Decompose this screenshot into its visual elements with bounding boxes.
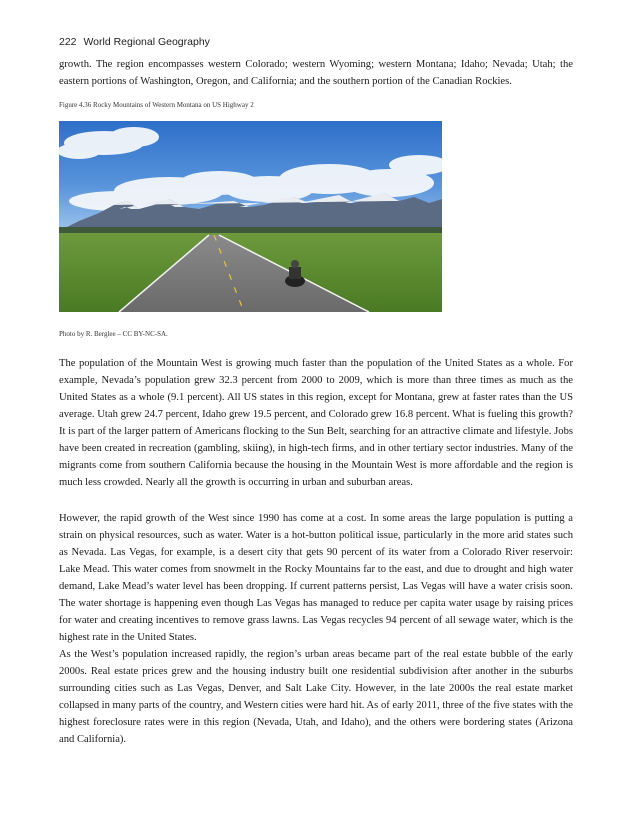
body-paragraph: However, the rapid growth of the West since 1990 has come at a cost. In some areas the large population is putting a strain on physical resources, such as water. Water is a hot-button political issue, particularly in the more arid states such as Nevada. Las Vegas, for example, is a desert city that gets 90 percent of its water from a Colorado River reservoir: Lake Mead. This water comes from snowmelt in the Rocky Mountains far to the east, and due to drought and high water demand, Lake Mead’s water level has been dropping. If current patterns persist, Las Vegas will have a water crisis soon. The water shortage is happening even though Las Vegas has managed to reduce per capita water usage by raising prices for water and creating incentives to remove grass lawns. Las Vegas recycles 94 percent of all sewage water, which is the highest rate in the United States. (59, 513, 573, 643)
figure-caption: Figure 4.36 Rocky Mountains of Western Montana on US Highway 2 (59, 101, 254, 109)
body-paragraph: As the West’s population increased rapidly, the region’s urban areas became part of the real estate bubble of the early 2000s. Real estate prices grew and the housing industry built one residential subdivision after another in the suburbs surrounding cities such as Las Vegas, Denver, and Salt Lake City. However, in the late 2000s the real estate market collapsed in many parts of the country, and Western cities were hard hit. As of early 2011, three of the five states with the highest foreclosure rates were in this region (Nevada, Utah, and Idaho), and the others were bordering states (Arizona and California). (59, 649, 573, 745)
mountain-road-photo (59, 121, 442, 312)
page-header (59, 36, 210, 48)
photo-credit: Photo by R. Berglee – CC BY-NC-SA. (59, 330, 168, 338)
intro-paragraph: growth. The region encompasses western Colorado; western Wyoming; western Montana; Idaho; Nevada; Utah; the eastern portions of Washington, Oregon, and California; and the southern portion of the Canadian Rockies. (59, 59, 573, 87)
body-paragraph: The population of the Mountain West is growing much faster than the population of the United States as a whole. For example, Nevada’s population grew 32.3 percent from 2000 to 2009, which is more than three times as much as the United States as a whole (9.1 percent). All US states in this region, except for Montana, grew at faster rates than the US average. Utah grew 24.7 percent, Idaho grew 19.5 percent, and Colorado grew 16.8 percent. What is fueling this growth? It is part of the larger pattern of Americans flocking to the Sun Belt, searching for an attractive climate and lifestyle. Jobs have been created in recreation (gambling, skiing), in high-tech firms, and in other tertiary sector industries. Many of the migrants come from southern California because the housing in the Mountain West is more affordable and the region is much less crowded. Nearly all the growth is occurring in urban and suburban areas. (59, 358, 573, 488)
page-number: 222 (59, 36, 77, 48)
book-title: World Regional Geography (83, 36, 210, 48)
